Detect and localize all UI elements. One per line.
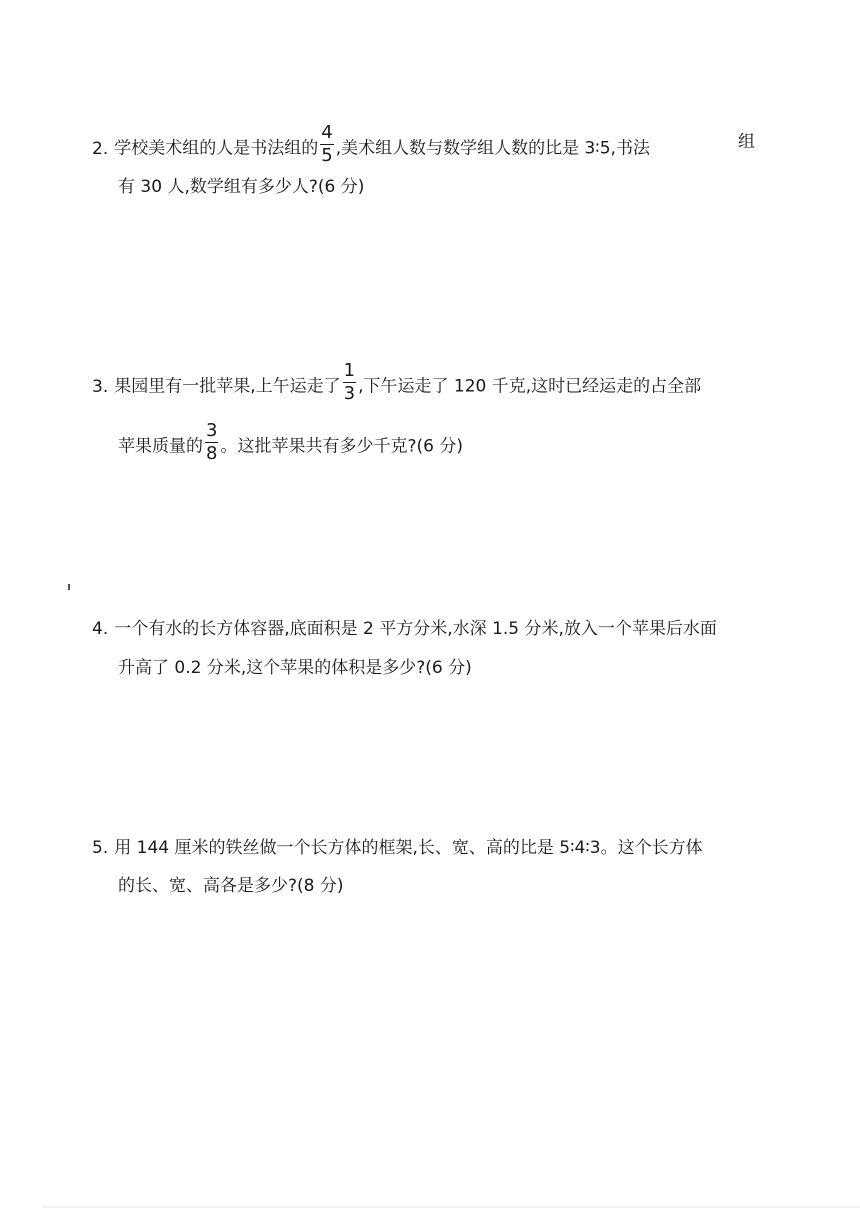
fraction-denominator: 8 [206, 443, 218, 464]
question-3-line-2 [118, 420, 463, 464]
question-2-text-a: 学校美术组的人是书法组的 [114, 138, 319, 159]
question-4-number: 4. [92, 619, 109, 639]
question-4-line-1 [92, 617, 717, 641]
question-5-line-1 [92, 836, 703, 860]
question-3-text-line-2b: 。这批苹果共有多少千克?(6 分) [220, 436, 463, 457]
question-3-text-a: 果园里有一批苹果,上午运走了 [114, 376, 341, 397]
question-4-line-2 [118, 656, 472, 680]
fraction-numerator: 4 [321, 122, 333, 143]
question-2-text-c: 组 [738, 132, 755, 152]
fraction-numerator: 1 [343, 360, 356, 381]
question-3-fraction-1 [343, 362, 356, 403]
question-5-text-line-1: 用 144 厘米的铁丝做一个长方体的框架,长、宽、高的比是 5∶4∶3。这个长方体 [114, 838, 703, 858]
question-5-text-line-2: 的长、宽、高各是多少?(8 分) [118, 876, 344, 896]
question-2-line-1-end [738, 130, 755, 154]
fraction-denominator: 3 [343, 383, 356, 404]
question-3-text-line-2a: 苹果质量的 [118, 436, 203, 457]
question-3-line-1 [92, 360, 702, 404]
question-3-fraction-2 [205, 422, 218, 463]
question-4-text-line-2: 升高了 0.2 分米,这个苹果的体积是多少?(6 分) [118, 658, 472, 678]
stray-mark [68, 584, 70, 590]
question-2-line-1 [92, 122, 650, 166]
question-4-text-line-1: 一个有水的长方体容器,底面积是 2 平方分米,水深 1.5 分米,放入一个苹果后水面 [114, 619, 717, 639]
question-5-line-2 [118, 874, 344, 898]
question-3-number: 3. [92, 376, 109, 397]
question-3-text-b: ,下午运走了 120 千克,这时已经运走的占全部 [358, 376, 702, 397]
question-2-text-b: ,美术组人数与数学组人数的比是 3∶5,书法 [335, 138, 650, 159]
question-2-number: 2. [92, 138, 109, 159]
question-2-text-line-2: 有 30 人,数学组有多少人?(6 分) [118, 177, 365, 197]
fraction-denominator: 5 [321, 145, 333, 166]
question-5-number: 5. [92, 838, 109, 858]
question-2-fraction [320, 124, 333, 165]
fraction-numerator: 3 [206, 420, 218, 441]
question-2-line-2 [118, 175, 364, 199]
page-bottom-edge [42, 1206, 860, 1208]
